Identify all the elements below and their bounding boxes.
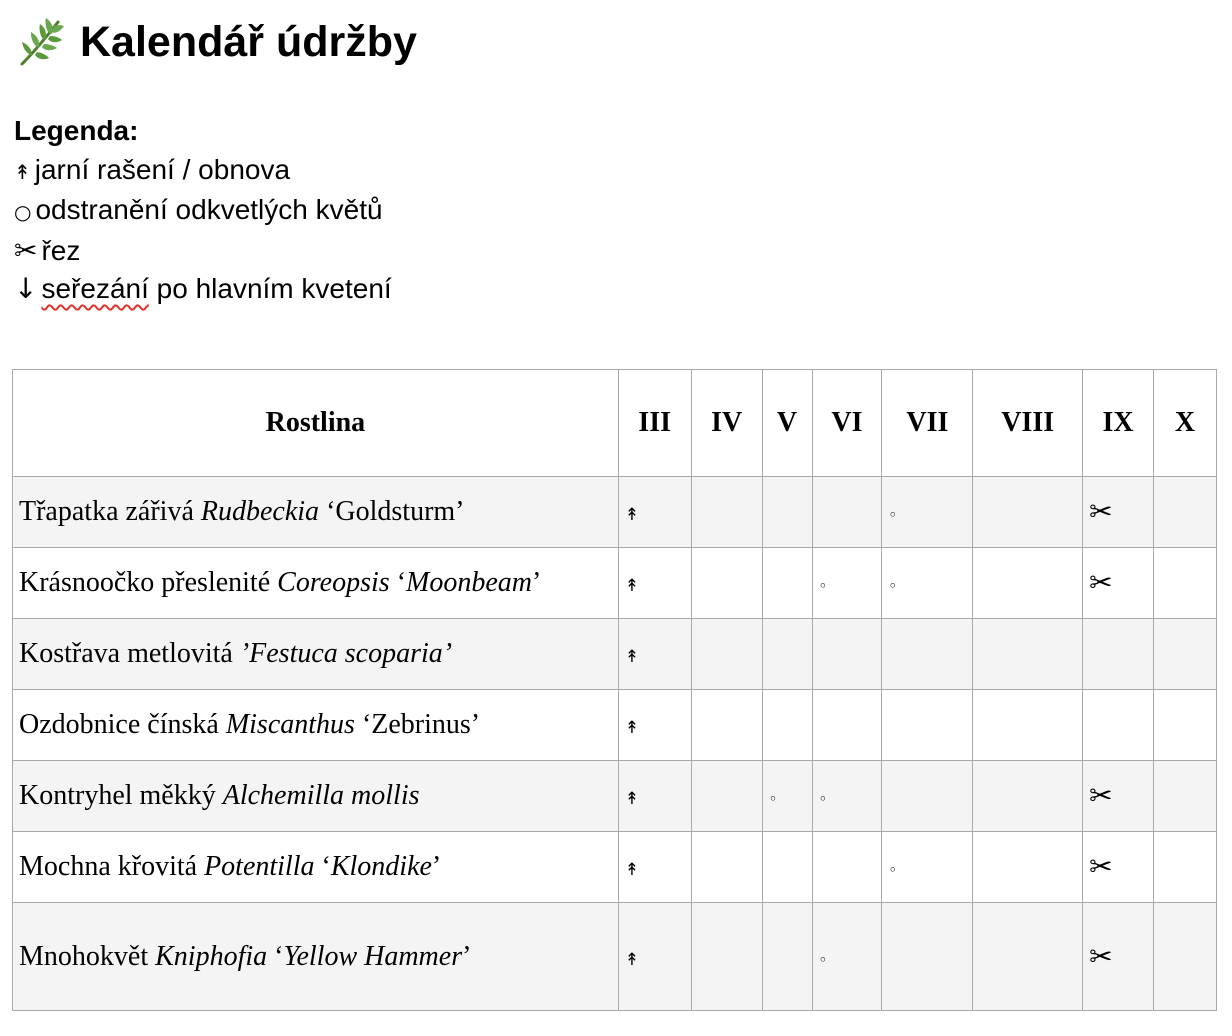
common-name: Třapatka zářivá — [19, 496, 201, 527]
legend-item-cut — [14, 232, 392, 271]
legend-label: jarní rašení / obnova — [34, 153, 291, 185]
circle-icon: ○ — [14, 200, 32, 224]
sprout-arrow-icon: ↟ — [624, 505, 640, 525]
plant-name-cell — [13, 477, 619, 548]
cultivar-name: Moonbeam — [406, 567, 532, 598]
month-cell-viii — [973, 477, 1083, 548]
month-cell-ix — [1083, 548, 1154, 619]
herb-leaf-icon — [14, 16, 66, 68]
legend-item-deadhead — [14, 191, 392, 232]
scissors-icon: ✂ — [1089, 939, 1113, 973]
month-cell-vii — [882, 619, 973, 690]
month-cell-v — [762, 548, 812, 619]
month-cell-ix — [1083, 761, 1154, 832]
legend-heading: Legenda: — [14, 115, 139, 146]
sprout-arrow-icon: ↟ — [624, 576, 640, 596]
table-row — [13, 690, 1217, 761]
cultivar-suffix: ’ — [431, 851, 442, 882]
month-cell-v — [762, 832, 812, 903]
deadhead-circle-icon: ◦ — [888, 861, 898, 879]
month-cell-x — [1154, 690, 1217, 761]
month-cell-iv — [691, 903, 762, 1011]
month-cell-iii — [618, 477, 691, 548]
table-row — [13, 761, 1217, 832]
legend-label: odstranění odkvetlých květů — [35, 194, 383, 225]
sprout-arrow-icon: ↟ — [624, 647, 640, 667]
month-cell-v — [762, 690, 812, 761]
month-cell-vii — [882, 832, 973, 903]
table-row — [13, 832, 1217, 903]
header-month-x: X — [1154, 370, 1217, 477]
header-month-v: V — [762, 370, 812, 477]
month-cell-viii — [973, 619, 1083, 690]
month-cell-vi — [812, 903, 882, 1011]
header-month-iv: IV — [691, 370, 762, 477]
month-cell-viii — [973, 903, 1083, 1011]
month-cell-ix — [1083, 619, 1154, 690]
cultivar-name: Yellow Hammer — [283, 940, 463, 972]
table-row — [13, 548, 1217, 619]
plant-name-cell — [13, 903, 619, 1011]
sprout-arrow-icon: ↟ — [624, 718, 640, 738]
table-row — [13, 619, 1217, 690]
down-arrow-icon: ↓ — [14, 272, 38, 305]
common-name: Kostřava metlovitá — [19, 638, 240, 669]
month-cell-ix — [1083, 903, 1154, 1011]
month-cell-vi — [812, 761, 882, 832]
month-cell-v — [762, 903, 812, 1011]
month-cell-viii — [973, 690, 1083, 761]
botanical-name: Potentilla — [204, 851, 315, 882]
table-header-row — [13, 370, 1217, 477]
botanical-name: Coreopsis — [277, 567, 390, 598]
legend-item-cutback — [14, 270, 392, 309]
common-name: Krásnoočko přeslenité — [19, 567, 278, 598]
month-cell-x — [1154, 548, 1217, 619]
legend-label: řez — [41, 234, 81, 266]
sprout-arrow-icon: ↟ — [624, 949, 640, 970]
month-cell-vi — [812, 619, 882, 690]
plant-name-cell — [13, 690, 619, 761]
month-cell-vi — [812, 690, 882, 761]
misspelled-word[interactable]: seřezání — [41, 273, 149, 304]
common-name: Kontryhel měkký — [19, 780, 223, 811]
month-cell-ix — [1083, 832, 1154, 903]
month-cell-x — [1154, 903, 1217, 1011]
header-plant: Rostlina — [13, 370, 619, 477]
table-row — [13, 477, 1217, 548]
deadhead-circle-icon: ◦ — [888, 506, 898, 524]
month-cell-ix — [1083, 477, 1154, 548]
table-row — [13, 903, 1217, 1011]
header-month-ix: IX — [1083, 370, 1154, 477]
header-month-viii: VIII — [973, 370, 1083, 477]
maintenance-calendar-table — [12, 369, 1217, 1011]
month-cell-viii — [973, 548, 1083, 619]
month-cell-iv — [691, 690, 762, 761]
month-cell-iii — [618, 619, 691, 690]
month-cell-vii — [882, 903, 973, 1011]
sprout-arrow-icon: ↟ — [624, 860, 640, 880]
month-cell-vii — [882, 761, 973, 832]
month-cell-iv — [691, 832, 762, 903]
month-cell-iii — [618, 548, 691, 619]
month-cell-iv — [691, 548, 762, 619]
sprout-arrow-icon: ↟ — [14, 159, 31, 184]
cultivar-suffix: ’ — [532, 567, 542, 598]
month-cell-iii — [618, 832, 691, 903]
month-cell-viii — [973, 832, 1083, 903]
plant-name-cell — [13, 548, 619, 619]
deadhead-circle-icon: ◦ — [818, 950, 828, 969]
month-cell-vii — [882, 548, 973, 619]
month-cell-vii — [882, 690, 973, 761]
botanical-name: Kniphofia — [155, 940, 268, 972]
month-cell-iv — [691, 477, 762, 548]
month-cell-ix — [1083, 690, 1154, 761]
scissors-icon: ✂ — [14, 233, 38, 267]
botanical-name: Alchemilla mollis — [222, 780, 420, 811]
deadhead-circle-icon: ◦ — [818, 577, 828, 595]
month-cell-vi — [812, 477, 882, 548]
common-name: Mnohokvět — [19, 940, 156, 972]
plant-name-cell — [13, 832, 619, 903]
cultivar-name: Klondike — [330, 851, 432, 882]
botanical-name: Rudbeckia — [200, 496, 320, 527]
legend-item-sprout — [14, 151, 392, 192]
month-cell-vi — [812, 832, 882, 903]
botanical-name: Miscanthus — [225, 709, 355, 740]
table-body — [13, 477, 1217, 1011]
month-cell-iii — [618, 903, 691, 1011]
common-name: Ozdobnice čínská — [19, 709, 226, 740]
month-cell-vi — [812, 548, 882, 619]
header-month-vi: VI — [812, 370, 882, 477]
deadhead-circle-icon: ◦ — [818, 790, 828, 808]
cultivar-suffix: ’ — [462, 940, 472, 972]
sprout-arrow-icon: ↟ — [624, 789, 640, 809]
plant-name-cell — [13, 761, 619, 832]
cultivar-prefix: ‘Goldsturm’ — [319, 496, 465, 527]
plant-name-cell — [13, 619, 619, 690]
botanical-name: ’Festuca scoparia’ — [239, 638, 453, 669]
month-cell-iii — [618, 761, 691, 832]
deadhead-circle-icon: ◦ — [768, 790, 778, 808]
scissors-icon: ✂ — [1089, 850, 1113, 883]
page-title — [14, 12, 417, 72]
cultivar-prefix: ‘ — [267, 940, 284, 972]
scissors-icon: ✂ — [1089, 566, 1113, 599]
page-title-text: Kalendář údržby — [80, 17, 417, 66]
month-cell-x — [1154, 477, 1217, 548]
scissors-icon: ✂ — [1089, 495, 1113, 528]
month-cell-x — [1154, 832, 1217, 903]
month-cell-iv — [691, 761, 762, 832]
header-month-vii: VII — [882, 370, 973, 477]
month-cell-v — [762, 619, 812, 690]
deadhead-circle-icon: ◦ — [888, 577, 898, 595]
month-cell-iii — [618, 690, 691, 761]
cultivar-prefix: ‘Zebrinus’ — [354, 709, 481, 740]
legend — [14, 112, 392, 309]
header-month-iii: III — [618, 370, 691, 477]
month-cell-v — [762, 761, 812, 832]
legend-label: po hlavním kvetení — [148, 273, 392, 304]
common-name: Mochna křovitá — [19, 851, 205, 882]
month-cell-x — [1154, 619, 1217, 690]
month-cell-v — [762, 477, 812, 548]
cultivar-prefix: ‘ — [389, 567, 407, 598]
month-cell-x — [1154, 761, 1217, 832]
scissors-icon: ✂ — [1089, 779, 1113, 812]
month-cell-vii — [882, 477, 973, 548]
cultivar-prefix: ‘ — [314, 851, 331, 882]
month-cell-viii — [973, 761, 1083, 832]
month-cell-iv — [691, 619, 762, 690]
